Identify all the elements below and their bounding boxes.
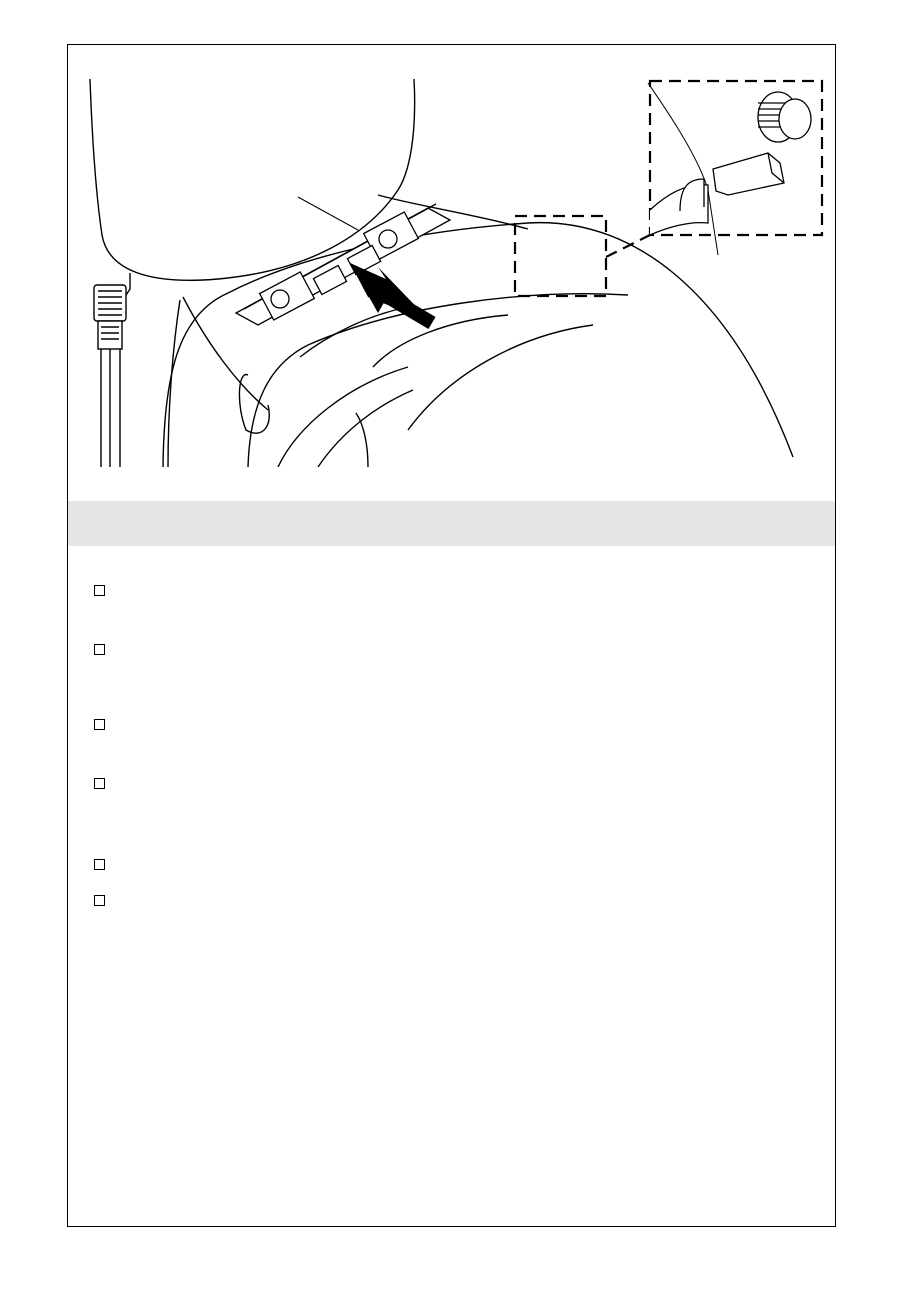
section-header-band <box>68 501 835 546</box>
checkbox-1[interactable] <box>94 585 105 596</box>
trip-lever-handle-icon <box>650 92 811 235</box>
checkbox-6[interactable] <box>94 895 105 906</box>
arrow-icon <box>350 263 432 323</box>
checkbox-icon <box>94 644 105 655</box>
checkbox-icon <box>94 585 105 596</box>
page-frame <box>67 44 836 1227</box>
installation-illustration <box>68 45 837 467</box>
checkbox-icon <box>94 778 105 789</box>
toilet-tank-icon <box>90 79 528 280</box>
checkbox-icon <box>94 859 105 870</box>
checkbox-icon <box>94 895 105 906</box>
checkbox-4[interactable] <box>94 778 105 789</box>
supply-line-icon <box>94 273 130 467</box>
checkbox-3[interactable] <box>94 719 105 730</box>
checkbox-icon <box>94 719 105 730</box>
checkbox-2[interactable] <box>94 644 105 655</box>
checkbox-5[interactable] <box>94 859 105 870</box>
